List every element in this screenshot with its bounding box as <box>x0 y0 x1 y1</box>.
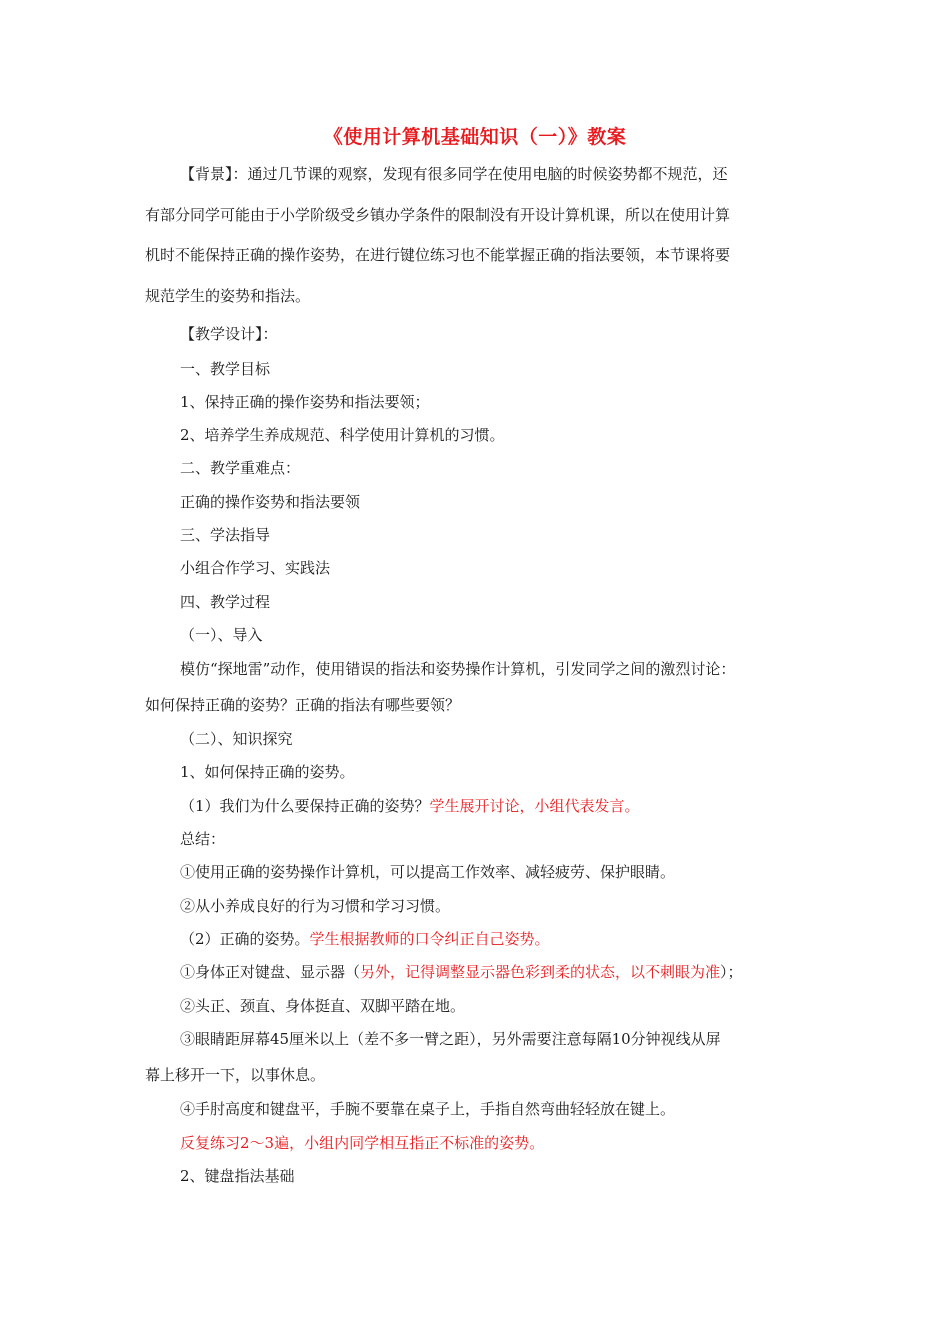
red-annotation: 另外，记得调整显示器色彩到柔的状态，以不刺眼为准 <box>360 963 721 981</box>
line-text: （二）、知识探究 <box>180 730 293 748</box>
line-text: 正确的操作姿势和指法要领 <box>180 493 361 511</box>
line-text: （2）正确的姿势。 <box>180 930 310 948</box>
line-text: ①身体正对键盘、显示器（ <box>180 963 361 981</box>
list-item <box>180 962 743 982</box>
red-annotation: 学生根据教师的口令纠正自己姿势。 <box>309 930 550 948</box>
section-heading <box>180 525 270 545</box>
line-text: （一）、导入 <box>180 626 263 644</box>
line-text: 一、教学目标 <box>180 360 271 378</box>
paragraph-line <box>180 1133 544 1153</box>
line-text: 幕上移开一下，以事休息。 <box>145 1066 326 1084</box>
line-text: 有部分同学可能由于小学阶级受乡镇办学条件的限制没有开设计算机课，所以在使用计算 <box>145 206 731 224</box>
list-item <box>180 762 355 782</box>
paragraph-line <box>145 286 310 306</box>
section-heading <box>180 359 270 379</box>
list-item <box>180 929 550 949</box>
section-heading <box>180 592 270 612</box>
line-text: 2、键盘指法基础 <box>180 1167 295 1185</box>
line-text: 二、教学重难点： <box>180 459 301 477</box>
line-text: 1、保持正确的操作姿势和指法要领； <box>180 393 430 411</box>
section-heading <box>180 458 300 478</box>
list-item <box>180 1099 675 1119</box>
line-text: 如何保持正确的姿势？正确的指法有哪些要领？ <box>145 696 461 714</box>
subsection-heading <box>180 625 263 645</box>
paragraph-line <box>180 492 360 512</box>
list-item <box>180 1029 721 1049</box>
red-annotation: 学生展开讨论，小组代表发言。 <box>429 797 640 815</box>
line-text: ③眼睛距屏幕45厘米以上（差不多一臂之距），另外需要注意每隔10分钟视线从屏 <box>180 1030 721 1048</box>
list-item <box>180 425 505 445</box>
line-text: 2、培养学生养成规范、科学使用计算机的习惯。 <box>180 426 505 444</box>
paragraph-line <box>180 164 728 184</box>
list-item <box>180 392 430 412</box>
line-text: 小组合作学习、实践法 <box>180 559 331 577</box>
line-text: 1、如何保持正确的姿势。 <box>180 763 355 781</box>
line-text: ①使用正确的姿势操作计算机，可以提高工作效率、减轻疲劳、保护眼睛。 <box>180 863 676 881</box>
line-text: ④手肘高度和键盘平，手腕不要靠在桌子上，手指自然弯曲轻轻放在键上。 <box>180 1100 676 1118</box>
section-heading <box>180 1166 295 1186</box>
line-text: ②头正、颈直、身体挺直、双脚平踏在地。 <box>180 997 466 1015</box>
line-text: 四、教学过程 <box>180 593 271 611</box>
paragraph-line <box>145 1065 325 1085</box>
list-item <box>180 996 465 1016</box>
line-text: ②从小养成良好的行为习惯和学习习惯。 <box>180 897 451 915</box>
subsection-heading <box>180 729 293 749</box>
line-text: 总结： <box>180 830 226 848</box>
paragraph-line <box>145 245 730 265</box>
paragraph-line <box>180 558 330 578</box>
line-text: 机时不能保持正确的操作姿势，在进行键位练习也不能掌握正确的指法要领，本节课将要 <box>145 246 731 264</box>
list-item <box>180 896 450 916</box>
line-text: 模仿“探地雷”动作，使用错误的指法和姿势操作计算机，引发同学之间的激烈讨论： <box>180 660 736 678</box>
line-text: 【教学设计】： <box>180 325 278 343</box>
line-text: 规范学生的姿势和指法。 <box>145 287 311 305</box>
paragraph-line <box>145 695 460 715</box>
document-title: 《使用计算机基础知识（一）》教案 <box>323 126 627 148</box>
red-annotation: 反复练习2～3遍，小组内同学相互指正不标准的姿势。 <box>180 1134 545 1152</box>
paragraph-line <box>145 205 730 225</box>
line-text-end: ）； <box>720 963 743 981</box>
paragraph-line <box>180 659 735 679</box>
paragraph-line <box>180 829 225 849</box>
line-text: （1）我们为什么要保持正确的姿势？ <box>180 797 430 815</box>
section-heading <box>180 324 278 344</box>
list-item <box>180 862 675 882</box>
list-item <box>180 796 640 816</box>
line-text: 【背景】：通过几节课的观察，发现有很多同学在使用电脑的时候姿势都不规范，还 <box>180 165 728 183</box>
line-text: 三、学法指导 <box>180 526 271 544</box>
